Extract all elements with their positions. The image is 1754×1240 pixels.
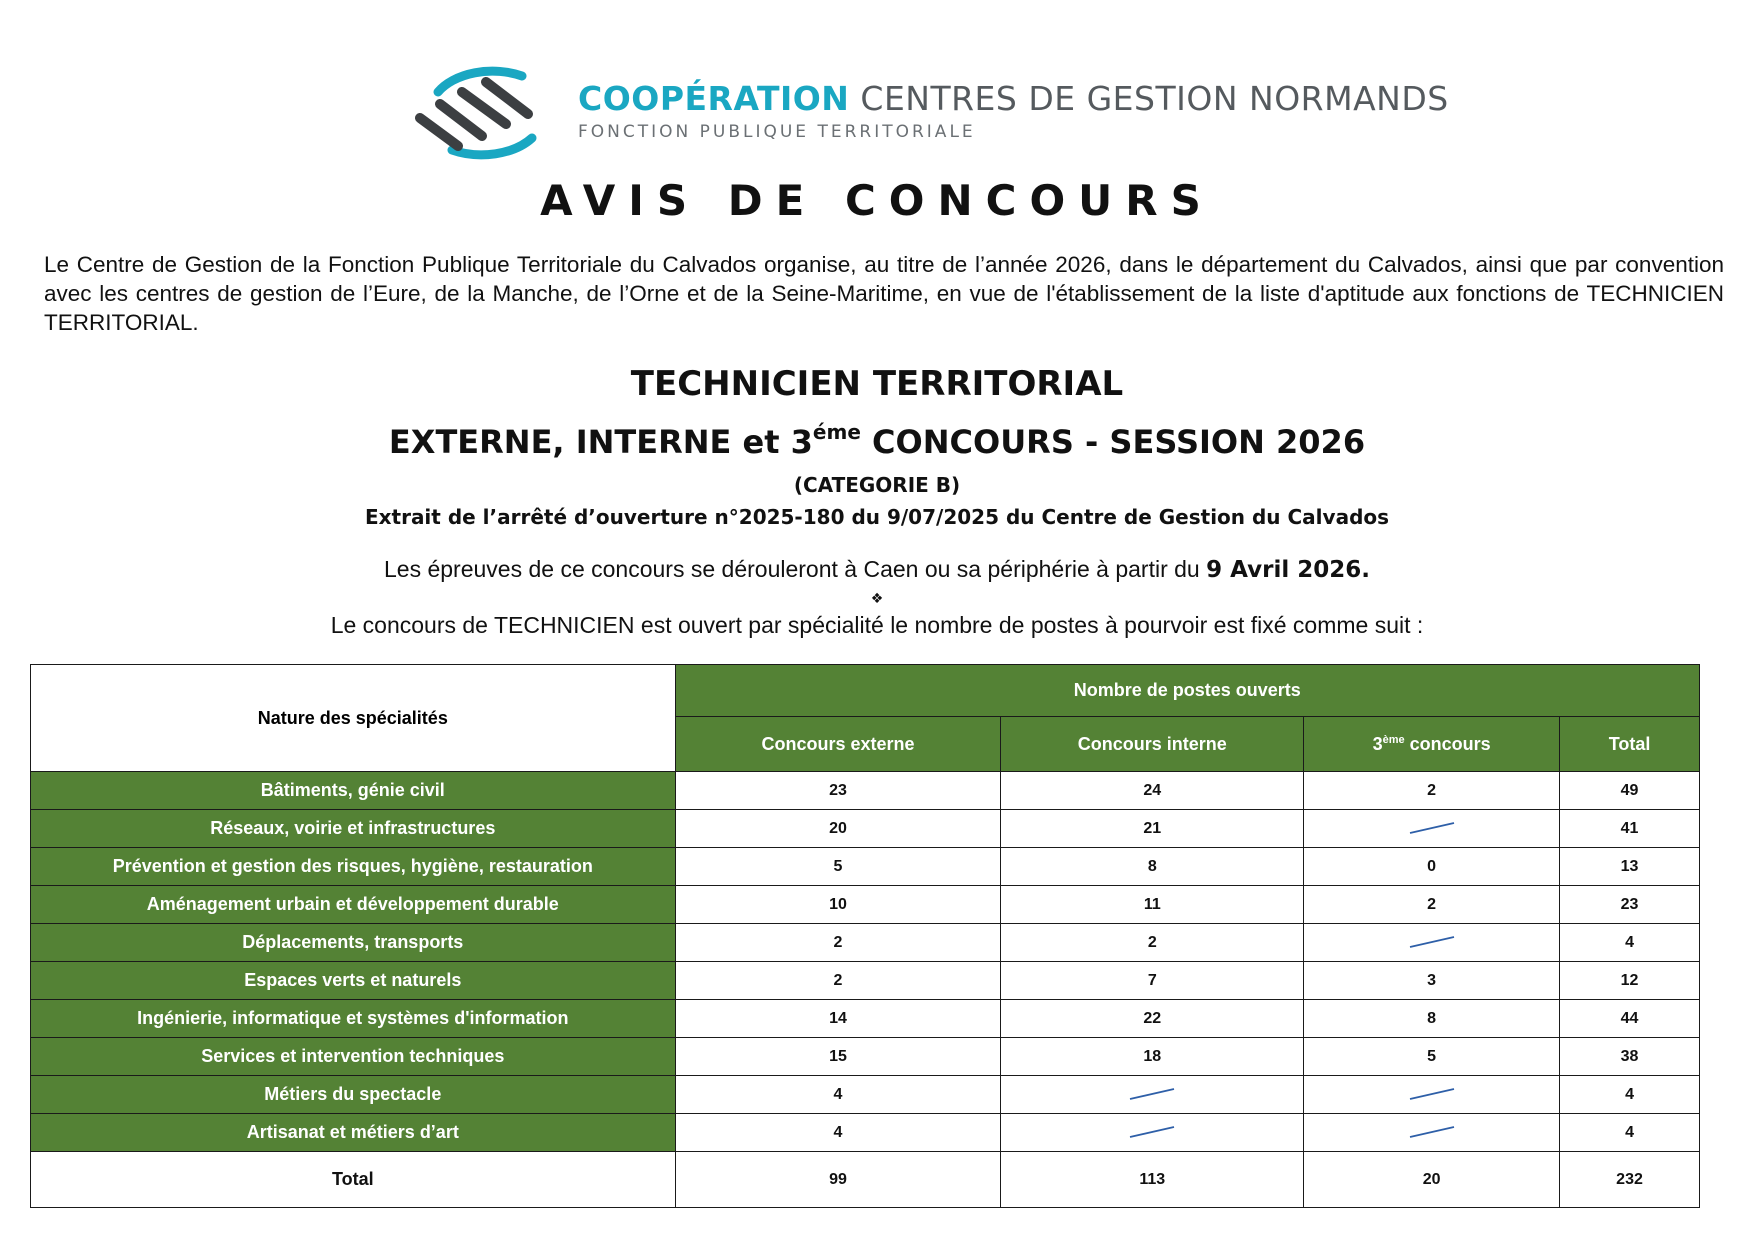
table-row (31, 848, 1700, 886)
troisieme-cell: 5 (1304, 1038, 1560, 1076)
externe-cell: 23 (675, 772, 1001, 810)
logo-stripes-icon (410, 62, 560, 162)
troisieme-cell: 3 (1304, 962, 1560, 1000)
total-cell: 49 (1560, 772, 1700, 810)
strike-dash-icon (1408, 935, 1456, 949)
troisieme-cell: 0 (1304, 848, 1560, 886)
epreuves-date: 9 Avril 2026. (1206, 557, 1370, 583)
epreuves-info: Les épreuves de ce concours se dérouleront à Caen ou sa périphérie à partir du 9 Avril 2026. (384, 556, 1370, 583)
total-externe: 99 (675, 1152, 1001, 1208)
specialite-cell: Prévention et gestion des risques, hygiène, restauration (31, 848, 676, 886)
col-total-header: Total (1560, 717, 1700, 772)
specialite-cell: Métiers du spectacle (31, 1076, 676, 1114)
arrete-reference: Extrait de l’arrêté d’ouverture n°2025-180 du 9/07/2025 du Centre de Gestion du Calvados (364, 505, 1390, 529)
total-row-label: Total (31, 1152, 676, 1208)
not-applicable-cell (1304, 1114, 1560, 1152)
col-interne-header: Concours interne (1001, 717, 1304, 772)
table-row (31, 1038, 1700, 1076)
not-applicable-cell (1304, 1076, 1560, 1114)
total-cell: 41 (1560, 810, 1700, 848)
total-cell: 4 (1560, 1076, 1700, 1114)
total-interne: 113 (1001, 1152, 1304, 1208)
interne-cell: 8 (1001, 848, 1304, 886)
interne-cell: 11 (1001, 886, 1304, 924)
categorie-label: (CATEGORIE B) (793, 473, 961, 497)
externe-cell: 4 (675, 1076, 1001, 1114)
interne-cell: 18 (1001, 1038, 1304, 1076)
table-row (31, 1000, 1700, 1038)
troisieme-cell: 8 (1304, 1000, 1560, 1038)
troisieme-cell: 2 (1304, 886, 1560, 924)
externe-cell: 14 (675, 1000, 1001, 1038)
postes-group-header: Nombre de postes ouverts (675, 665, 1699, 717)
externe-cell: 2 (675, 924, 1001, 962)
specialite-cell: Ingénierie, informatique et systèmes d'information (31, 1000, 676, 1038)
total-cell: 4 (1560, 1114, 1700, 1152)
specialite-cell: Aménagement urbain et développement durable (31, 886, 676, 924)
interne-cell: 21 (1001, 810, 1304, 848)
specialite-cell: Services et intervention techniques (31, 1038, 676, 1076)
page-title: AVIS DE CONCOURS (540, 176, 1214, 225)
total-total: 232 (1560, 1152, 1700, 1208)
total-cell: 38 (1560, 1038, 1700, 1076)
externe-cell: 20 (675, 810, 1001, 848)
table-row (31, 962, 1700, 1000)
externe-cell: 5 (675, 848, 1001, 886)
interne-cell: 24 (1001, 772, 1304, 810)
externe-cell: 2 (675, 962, 1001, 1000)
ouverture-info: Le concours de TECHNICIEN est ouvert par spécialité le nombre de postes à pourvoir est fixé comme suit : (330, 612, 1424, 638)
table-row (31, 924, 1700, 962)
strike-dash-icon (1408, 1087, 1456, 1101)
specialite-cell: Réseaux, voirie et infrastructures (31, 810, 676, 848)
logo-brand: COOPÉRATION (578, 79, 850, 118)
table-row (31, 810, 1700, 848)
grade-heading: TECHNICIEN TERRITORIAL (630, 364, 1124, 404)
table-row (31, 1114, 1700, 1152)
cdg-logo (410, 62, 1449, 162)
strike-dash-icon (1128, 1087, 1176, 1101)
col-externe-header: Concours externe (675, 717, 1001, 772)
total-troisieme: 20 (1304, 1152, 1560, 1208)
externe-cell: 4 (675, 1114, 1001, 1152)
total-cell: 23 (1560, 886, 1700, 924)
intro-paragraph: Le Centre de Gestion de la Fonction Publique Territoriale du Calvados organise, au titre de l’année 2026, dans le département du Calvados, ainsi que par convention avec les centres de gestion de l’Eure, de la Manche, de l’Orne et de la Seine-Maritime, en vue de l'établissement de la liste d'aptitude aux fonctions de TECHNICIEN TERRITORIAL. (44, 252, 1724, 335)
total-cell: 4 (1560, 924, 1700, 962)
not-applicable-cell (1001, 1076, 1304, 1114)
interne-cell: 2 (1001, 924, 1304, 962)
not-applicable-cell (1304, 924, 1560, 962)
externe-cell: 10 (675, 886, 1001, 924)
table-row (31, 772, 1700, 810)
specialite-cell: Espaces verts et naturels (31, 962, 676, 1000)
interne-cell: 7 (1001, 962, 1304, 1000)
table-row (31, 1076, 1700, 1114)
logo-subtitle: FONCTION PUBLIQUE TERRITORIALE (578, 122, 976, 142)
not-applicable-cell (1304, 810, 1560, 848)
strike-dash-icon (1408, 1125, 1456, 1139)
specialite-cell: Bâtiments, génie civil (31, 772, 676, 810)
specialite-cell: Déplacements, transports (31, 924, 676, 962)
strike-dash-icon (1128, 1125, 1176, 1139)
total-cell: 12 (1560, 962, 1700, 1000)
total-cell: 44 (1560, 1000, 1700, 1038)
table-row (31, 886, 1700, 924)
troisieme-cell: 2 (1304, 772, 1560, 810)
specialite-cell: Artisanat et métiers d’art (31, 1114, 676, 1152)
postes-table (30, 664, 1700, 1208)
externe-cell: 15 (675, 1038, 1001, 1076)
logo-org-name: CENTRES DE GESTION NORMANDS (849, 79, 1449, 118)
concours-heading: EXTERNE, INTERNE et $3^{éme}$ CONCOURS - SESSION 2026 (388, 420, 1366, 461)
total-cell: 13 (1560, 848, 1700, 886)
not-applicable-cell (1001, 1114, 1304, 1152)
diamond-bullet-icon: ❖ (870, 590, 884, 606)
interne-cell: 22 (1001, 1000, 1304, 1038)
col-troisieme-header: 3ème concours (1304, 717, 1560, 772)
strike-dash-icon (1408, 821, 1456, 835)
nature-header: Nature des spécialités (31, 665, 676, 772)
